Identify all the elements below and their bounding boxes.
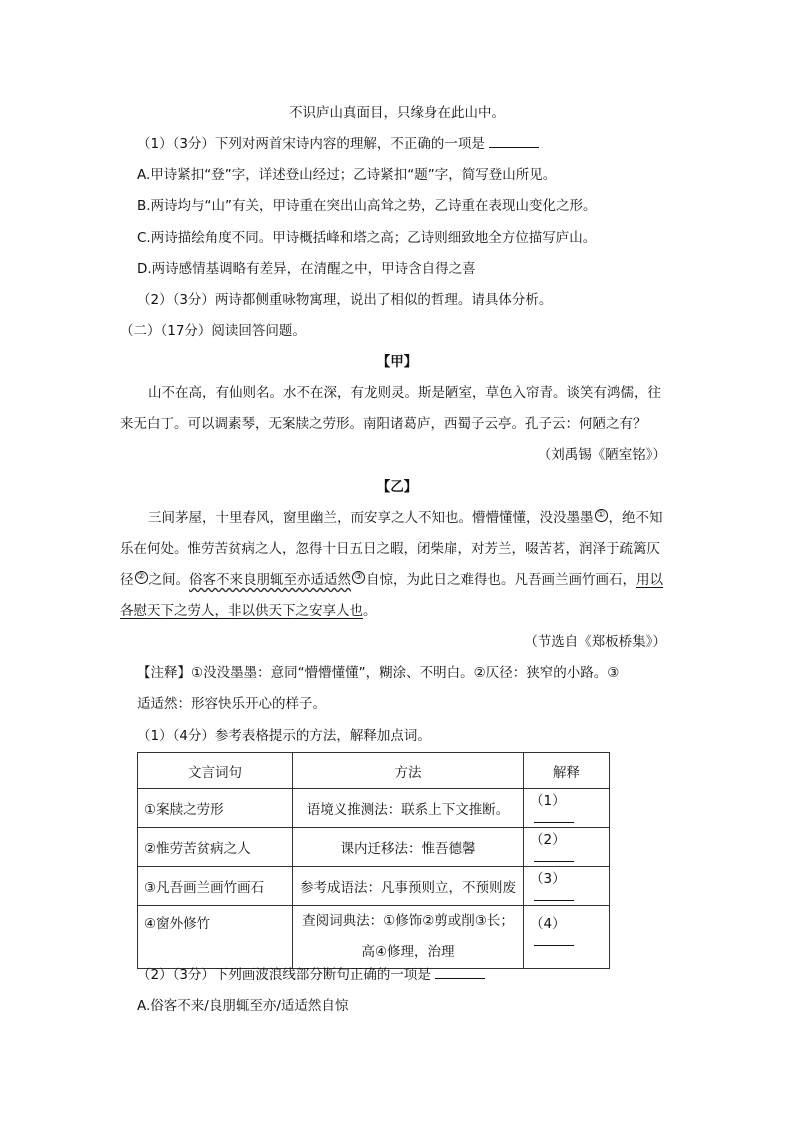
passage-yi-source: （节选自《郑板桥集》） (524, 634, 666, 650)
method-cell: 语境义推测法：联系上下文推断。 (293, 789, 524, 828)
wavy-underlined-text: 俗客不来良朋辄至亦适适然 (189, 572, 351, 588)
table-header: 解释 (524, 753, 610, 789)
passage-yi-line-2: 乐在何处。惟劳苦贫病之人，忽得十日五日之暇，闭柴扉，对芳兰，啜苦茗，润泽于疏篱仄 (120, 541, 660, 557)
table-row (138, 828, 610, 867)
phrase-cell: ③凡吾画兰画竹画石 (138, 867, 293, 906)
passage-yi-line-4: 各慰天下之劳人，非以供天下之安享人也。 (120, 603, 377, 619)
option-c: C.两诗描绘角度不同。甲诗概括峰和塔之高；乙诗则细致地全方位描写庐山。 (137, 230, 597, 246)
passage-jia-heading: 【甲】 (376, 354, 418, 370)
table-header: 方法 (293, 753, 524, 789)
vocab-table (137, 752, 610, 969)
answer-cell[interactable]: （3） (524, 867, 610, 906)
option-b: B.两诗均与“山”有关，甲诗重在突出山高耸之势，乙诗重在表现山变化之形。 (137, 198, 597, 214)
section-2-title: （二）（17分）阅读回答问题。 (120, 323, 306, 339)
table-row (138, 789, 610, 828)
passage-yi-line-3: 径 ② 之间。俗客不来良朋辄至亦适适然 ③ 自惊，为此日之难得也。凡吾画兰画竹画石，用以 (120, 571, 663, 588)
passage-jia-source: （刘禹锡《陋室铭》） (537, 447, 666, 463)
method-cell: 查阅词典法：①修饰②剪或削③长； 高④修理，治理 (293, 906, 524, 969)
underlined-text: 用以 (636, 572, 663, 588)
table-row (138, 867, 610, 906)
method-cell: 参考成语法：凡事预则立，不预则废 (293, 867, 524, 906)
passage-jia-line-2: 来无白丁。可以调素琴，无案牍之劳形。南阳诸葛庐，西蜀子云亭。孔子云：何陋之有？ (120, 416, 647, 432)
passage-yi-line-1: 三间茅屋，十里春风，窗里幽兰，而安享之人不知也。懵懵懂懂，没没墨墨 ① ，绝不知 (148, 509, 663, 526)
phrase-cell: ①案牍之劳形 (138, 789, 293, 828)
phrase-cell: ②惟劳苦贫病之人 (138, 828, 293, 867)
question-2: （2）（3分）两诗都侧重咏物寓理，说出了相似的哲理。请具体分析。 (137, 292, 553, 308)
passage-jia-line-1: 山不在高，有仙则名。水不在深，有龙则灵。斯是陋室，草色入帘青。谈笑有鸿儒，往 (148, 385, 661, 401)
answer-blank[interactable] (435, 965, 485, 979)
note-marker-2: ② (135, 571, 148, 584)
question-4-stem: （2）（3分）下列画波浪线部分断句正确的一项是 (137, 965, 485, 985)
table-header: 文言词句 (138, 753, 293, 789)
question-1-stem: （1）（3分）下列对两首宋诗内容的理解，不正确的一项是 (137, 134, 539, 154)
answer-cell[interactable]: （1） (524, 789, 610, 828)
question-4-option-a: A.俗客不来/良朋辄至亦/适适然自惊 (137, 998, 349, 1014)
question-3-stem: （1）（4分）参考表格提示的方法，解释加点词。 (137, 728, 431, 744)
option-a: A.甲诗紧扣“登”字，详述登山经过；乙诗紧扣“题”字，简写登山所见。 (137, 167, 557, 183)
note-marker-1: ① (595, 509, 608, 522)
option-d: D.两诗感情基调略有差异，在清醒之中，甲诗含自得之喜 (137, 261, 476, 277)
poem-last-line: 不识庐山真面目，只缘身在此山中。 (289, 105, 505, 121)
notes-line-2: 适适然：形容快乐开心的样子。 (137, 696, 326, 712)
table-row (138, 906, 610, 969)
passage-yi-heading: 【乙】 (376, 479, 418, 495)
method-cell: 课内迁移法：惟吾德馨 (293, 828, 524, 867)
answer-cell[interactable]: （4） (524, 906, 610, 969)
note-marker-3: ③ (352, 571, 365, 584)
phrase-cell: ④窗外修竹 (138, 906, 293, 969)
table-header-row (138, 753, 610, 789)
underlined-text: 慰天下之劳人，非以供天下之安享人也 (133, 603, 363, 619)
notes-line-1: 【注释】①没没墨墨：意同“懵懵懂懂”，糊涂、不明白。②仄径：狭窄的小路。③ (137, 665, 620, 681)
answer-cell[interactable]: （2） (524, 828, 610, 867)
answer-blank[interactable] (489, 134, 539, 148)
